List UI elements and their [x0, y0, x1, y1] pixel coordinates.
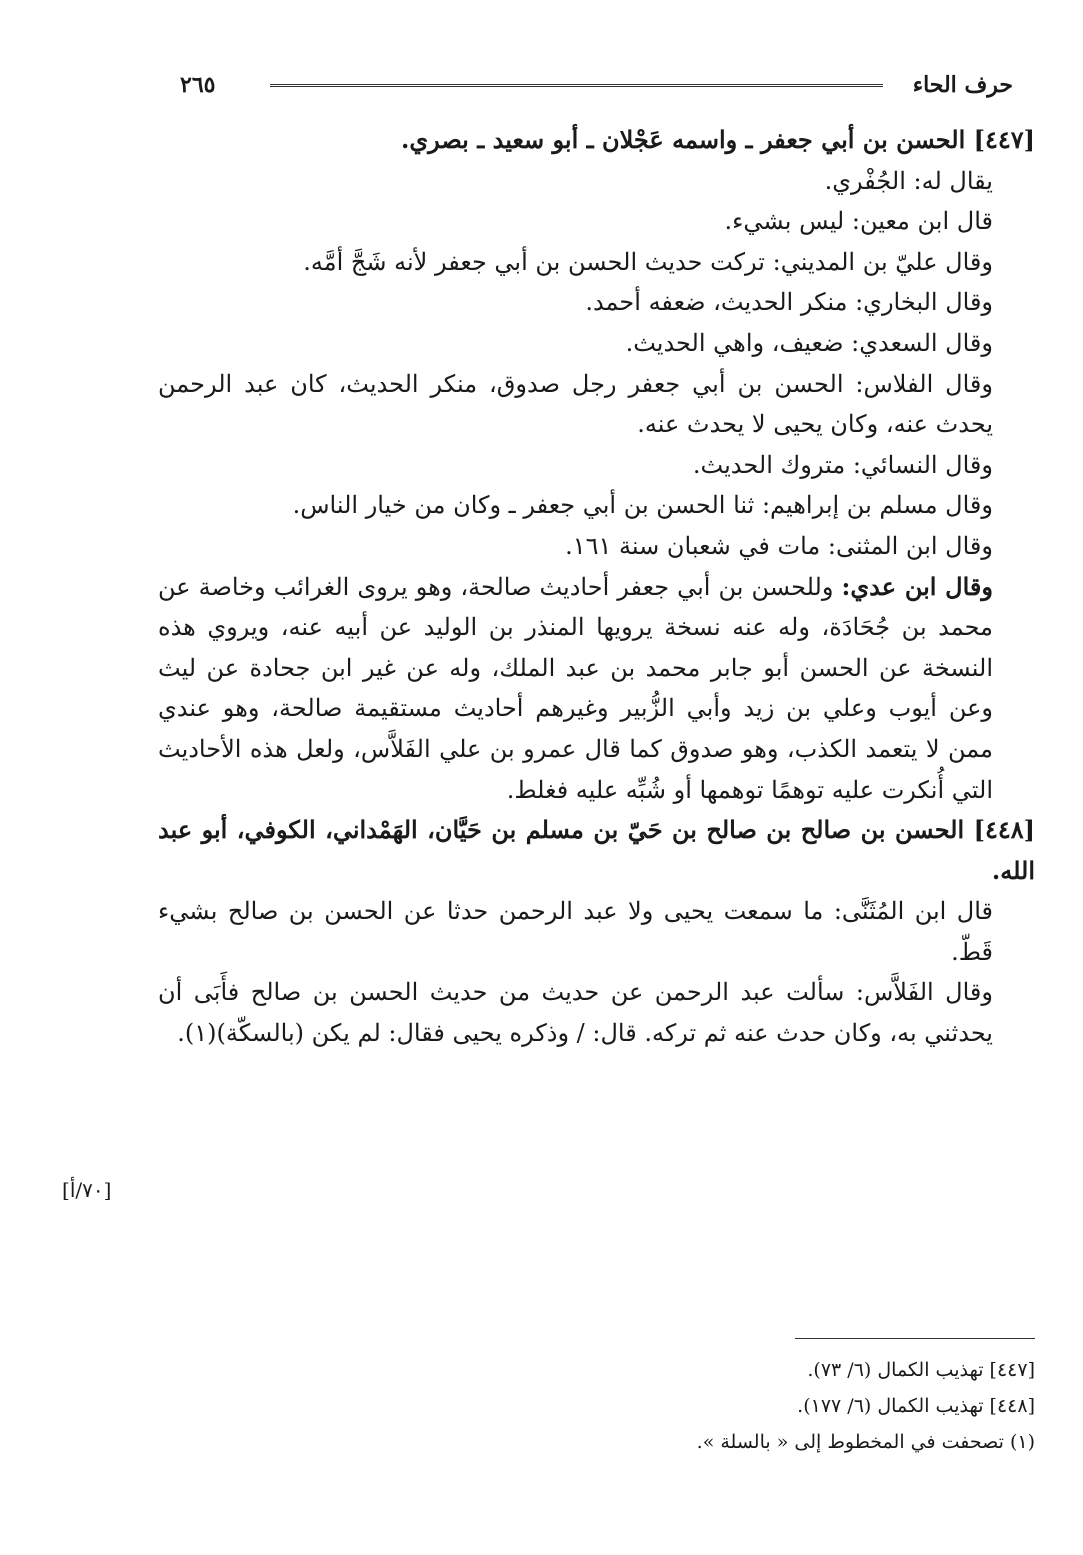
ibn-adi-text: وللحسن بن أبي جعفر أحاديث صالحة، وهو يروى الغرائب وخاصة عن محمد بن جُحَادَة، وله عنه نسخة يرويها المنذر بن الوليد عن أبيه عنه، ويروي هذه النسخة عن الحسن أبو جابر محمد بن عبد الملك، وله عن غير ابن جحادة عن ليث وعن أيوب وعلي بن زيد وأبي الزُّبير وغيرهم أحاديث مستقيمة صالحة، وهو عندي ممن لا يتعمد الكذب، وهو صدوق كما قال عمرو بن علي الفَلاَّس، ولعل هذه الأحاديث التي أُنكرت عليه توهمًا توهمها أو شُبِّه عليه فغلط.	[158, 572, 994, 804]
page-header	[180, 62, 1013, 102]
entry-447-title: [٤٤٧] الحسن بن أبي جعفر ـ واسمه عَجْلان ـ أبو سعيد ـ بصري.	[400, 125, 1035, 154]
entry-447-line: وقال النسائي: متروك الحديث.	[692, 450, 993, 479]
main-text	[158, 120, 1035, 1054]
footnote-rule	[795, 1338, 1035, 1339]
footnotes	[300, 1352, 1035, 1460]
footnote: [٤٤٧] تهذيب الكمال (٦/ ٧٣).	[807, 1359, 1035, 1381]
entry-447-line: وقال عليّ بن المديني: تركت حديث الحسن بن أبي جعفر لأنه شَجَّ أمَّه.	[303, 247, 993, 276]
ibn-adi-label: وقال ابن عدي:	[841, 571, 993, 601]
entry-448-line: وقال الفَلاَّس: سألت عبد الرحمن عن حديث من حديث الحسن بن صالح فأَبَى أن يحدثني به، وكان حدث عنه ثم تركه. قال: / وذكره يحيى فقال: لم يكن (بالسكّة)(١).	[158, 978, 993, 1048]
running-title: حرف الحاء	[912, 72, 1013, 98]
entry-447-line: وقال البخاري: منكر الحديث، ضعفه أحمد.	[585, 288, 993, 317]
entry-447-line: قال ابن معين: ليس بشيء.	[724, 207, 993, 236]
manuscript-folio-marker: [٧٠/أ]	[62, 1178, 112, 1202]
entry-448-title: [٤٤٨] الحسن بن صالح بن صالح بن حَيّ بن مسلم بن حَيَّان، الهَمْداني، الكوفي، أبو عبد الله.	[158, 815, 1035, 885]
header-rule	[270, 84, 883, 87]
entry-447-line: وقال ابن المثنى: مات في شعبان سنة ١٦١.	[565, 531, 993, 560]
entry-447-line: وقال الفلاس: الحسن بن أبي جعفر رجل صدوق، منكر الحديث، كان عبد الرحمن يحدث عنه، وكان يحيى لا يحدث عنه.	[158, 369, 993, 439]
entry-447-line: يقال له: الجُفْري.	[824, 166, 993, 195]
footnote: (١) تصحفت في المخطوط إلى « بالسلة ».	[696, 1431, 1035, 1453]
ibn-adi-paragraph	[158, 567, 1035, 811]
entry-447-line: وقال مسلم بن إبراهيم: ثنا الحسن بن أبي جعفر ـ وكان من خيار الناس.	[292, 491, 993, 520]
footnote: [٤٤٨] تهذيب الكمال (٦/ ١٧٧).	[797, 1395, 1035, 1417]
entry-447-line: وقال السعدي: ضعيف، واهي الحديث.	[625, 328, 993, 357]
page-number: ٢٦٥	[180, 72, 216, 98]
entry-448-line: قال ابن المُثَنَّى: ما سمعت يحيى ولا عبد الرحمن حدثا عن الحسن بن صالح بشيء قَطّ.	[158, 897, 994, 966]
